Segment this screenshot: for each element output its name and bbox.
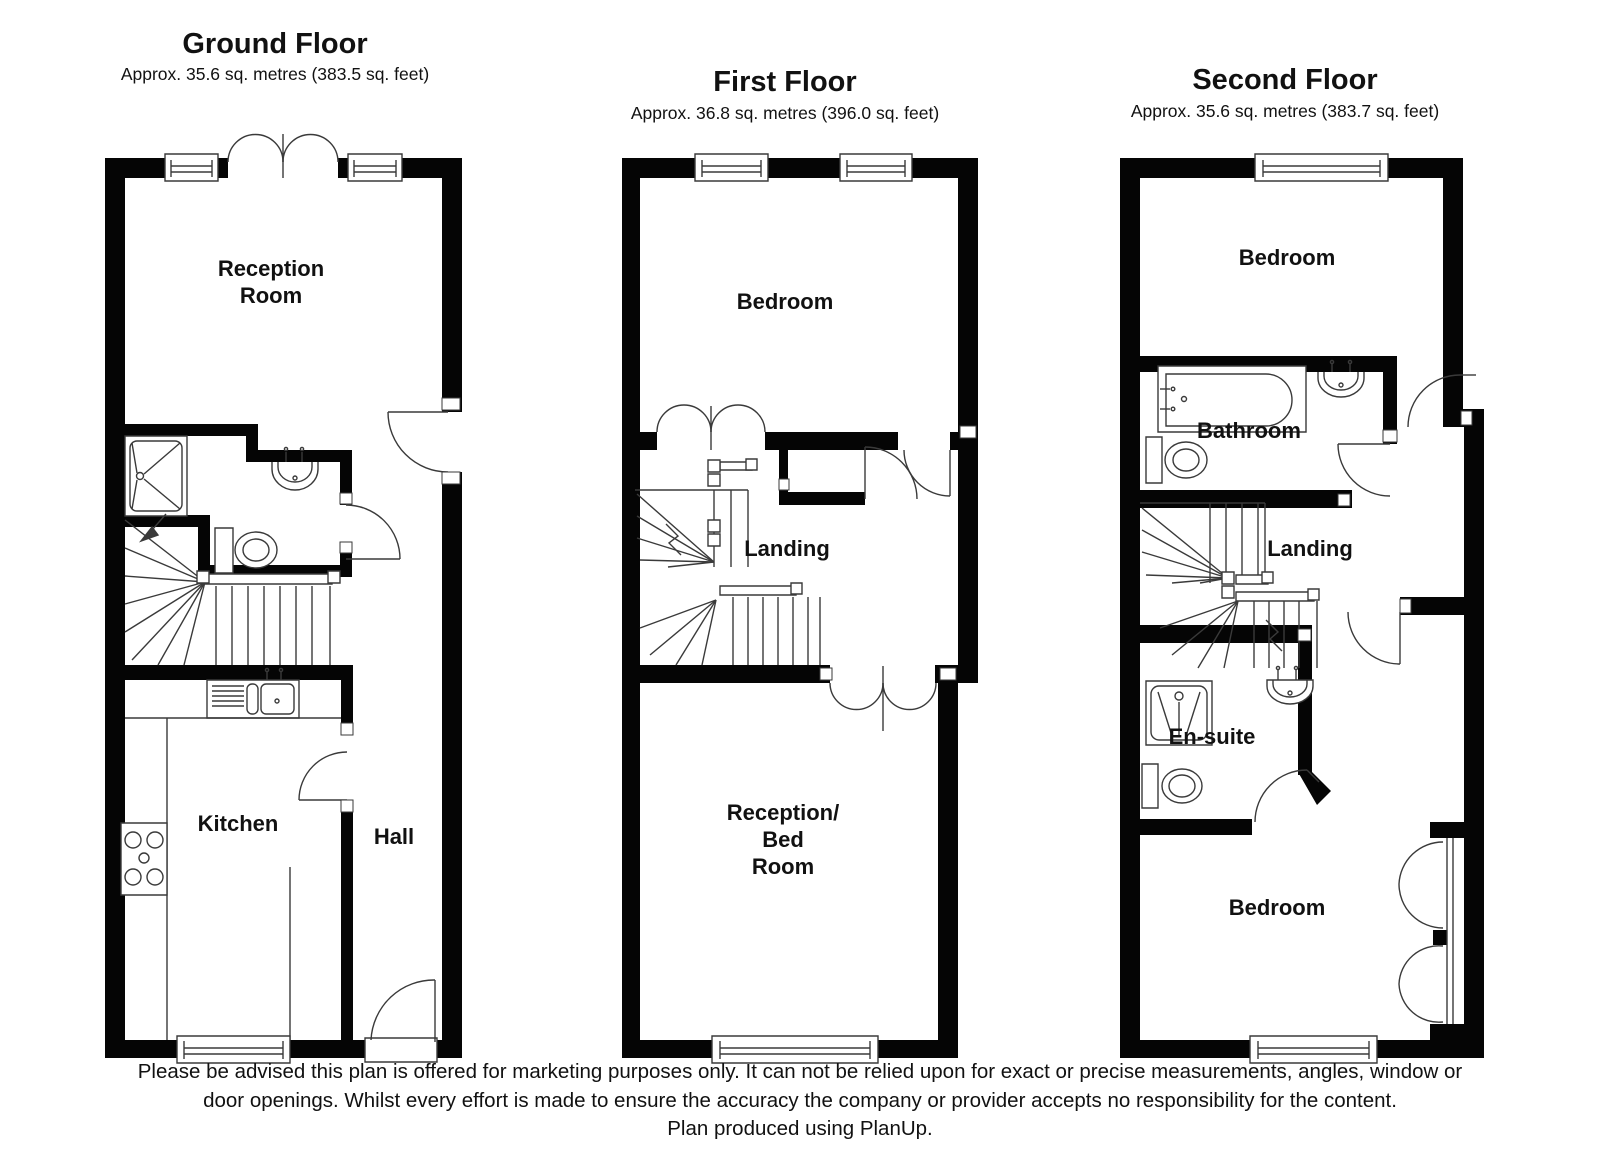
room-label-reception: Reception Room xyxy=(217,256,325,308)
window-icon xyxy=(695,154,768,181)
french-doors-icon xyxy=(228,134,338,178)
stairs-icon xyxy=(1140,503,1319,668)
walls xyxy=(1120,158,1484,1058)
stairs-icon xyxy=(635,459,820,665)
second-floor-title: Second Floor xyxy=(1192,64,1378,96)
window-icon xyxy=(348,154,402,181)
disclaimer-line-2: door openings. Whilst every effort is made to ensure the accuracy the company or provider accepts no responsibility for the content. xyxy=(203,1088,1397,1112)
toilet-icon xyxy=(1142,764,1202,808)
french-doors-icon xyxy=(657,405,765,450)
second-floor-area: Approx. 35.6 sq. metres (383.7 sq. feet) xyxy=(1130,101,1440,121)
door-arc-icon xyxy=(1338,444,1390,496)
first-floor-plan xyxy=(605,125,990,1070)
ground-floor-title: Ground Floor xyxy=(182,28,368,60)
door-arc-icon xyxy=(299,752,347,800)
room-label-reception-bed: Reception/ Bed Room xyxy=(726,800,840,879)
room-label-ensuite: En-suite xyxy=(1168,724,1256,749)
door-arc-icon xyxy=(346,505,400,559)
ground-floor-area: Approx. 35.6 sq. metres (383.5 sq. feet) xyxy=(120,64,430,84)
disclaimer-line-1: Please be advised this plan is offered for marketing purposes only. It can not be relied upon for exact or precise measurements, angles, window or xyxy=(137,1060,1463,1083)
french-doors-icon xyxy=(830,666,936,731)
room-label-bedroom-front: Bedroom xyxy=(1238,245,1336,270)
window-icon xyxy=(1255,154,1388,181)
window-icon xyxy=(840,154,912,181)
disclaimer-line-3: Plan produced using PlanUp. xyxy=(667,1117,933,1140)
first-floor-title: First Floor xyxy=(713,66,857,98)
disclaimer xyxy=(0,1058,1600,1144)
room-label-bedroom-first: Bedroom xyxy=(736,289,834,314)
room-label-bathroom: Bathroom xyxy=(1197,418,1301,443)
room-label-landing-second: Landing xyxy=(1267,536,1353,561)
front-door-icon xyxy=(365,980,437,1062)
room-label-hall: Hall xyxy=(373,824,415,849)
door-arc-icon xyxy=(388,412,448,472)
door-arc-icon xyxy=(1348,612,1400,664)
room-label-landing-first: Landing xyxy=(744,536,830,561)
room-label-kitchen: Kitchen xyxy=(197,811,279,836)
window-icon xyxy=(165,154,218,181)
first-floor-area: Approx. 36.8 sq. metres (396.0 sq. feet) xyxy=(630,103,940,123)
door-arc-icon xyxy=(865,447,917,499)
room-label-bedroom-rear: Bedroom xyxy=(1228,895,1326,920)
shower-tray-icon xyxy=(125,436,187,516)
